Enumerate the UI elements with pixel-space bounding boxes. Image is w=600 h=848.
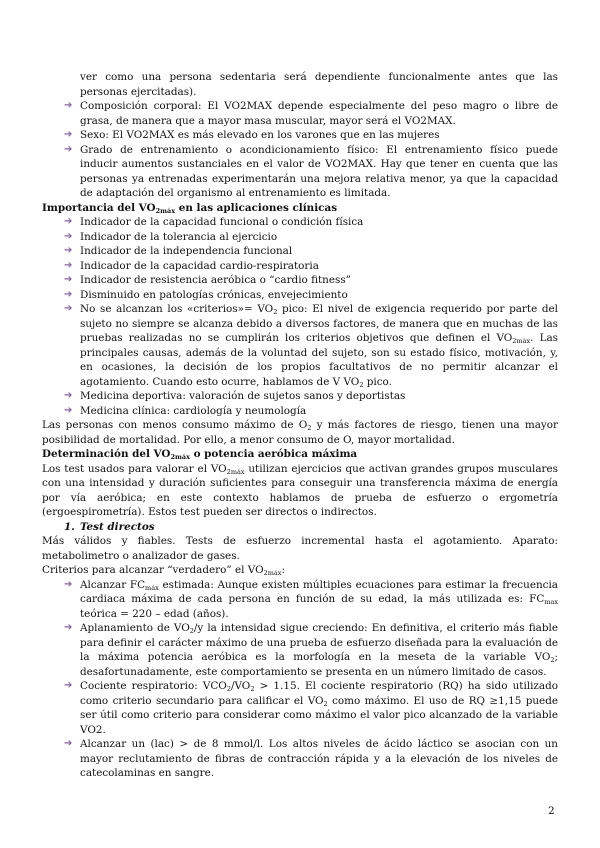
determination-heading: Determinación del $VO_{2máx}$ o potencia aeróbica máxima: [42, 448, 358, 461]
right-arrow-icon: ➔: [64, 216, 73, 227]
determination-paragraph: Los test usados para valorar el $VO_{2máx}$ utilizan ejercicios que activan grandes grupos musculares con una intensidad y duración suficientes para conseguir una transferencia máxima de energía por vía aeróbica; en este contexto hablamos de prueba de esfuerzo o ergometría (ergoespirometría). Estos test pueden ser directos o indirectos.: [42, 462, 558, 518]
importance-item: ➔ Indicador de la capacidad cardio-respiratoria: [64, 259, 319, 272]
criteria-item-plateau: ➔ Aplanamiento de $VO_2/y$ la intensidad sigue creciendo: En definitiva, el criterio más fiable para definir el carácter máximo de una prueba de esfuerzo diseñada para la evaluación de la máxima potencia aeróbica es la morfología en la meseta de la variable $VO_2$; desafortunadamente, este comportamiento se presenta en un número limitado de casos.: [64, 622, 558, 678]
mortality-paragraph: Las personas con menos consumo máximo de $O_2$ y más factores de riesgo, tienen una mayor posibilidad de mortalidad. Por ello, a menor consumo de O, mayor mortalidad.: [42, 419, 558, 446]
right-arrow-icon: ➔: [64, 680, 73, 691]
direct-tests-subheading: 1. Test directos: [64, 520, 155, 533]
criteria-item-respiratory-quotient: ➔ Cociente respiratorio: $VCO_2/VO_2 > 1.15$. El cociente respiratorio (RQ) ha sido utilizado como criterio secundario para calificar el $VO_2$ como máximo. El uso de RQ ≥1,15 puede ser útil como criterio para considerar como máximo el valor pico alcanzado de la variable VO2.: [64, 680, 558, 736]
importance-item: ➔ Medicina clínica: cardiología y neumología: [64, 404, 307, 417]
right-arrow-icon: ➔: [64, 230, 73, 242]
right-arrow-icon: ➔: [64, 143, 73, 155]
page-number: 2: [548, 805, 555, 817]
importance-item: ➔ Indicador de la independencia funcional: [64, 245, 293, 257]
factor-item-training: ➔ Grado de entrenamiento o acondicionamiento físico: El entrenamiento físico puede inducir aumentos sustanciales en el valor de VO2MAX. Hay que tener en cuenta que las personas ya entrenadas experimentarán una mejora relativa menor, ya que la capacidad de adaptación del organismo al entrenamiento es limitada.: [64, 143, 558, 199]
right-arrow-icon: ➔: [64, 100, 73, 111]
importance-item: ➔ Indicador de la capacidad funcional o condición física: [64, 216, 364, 228]
right-arrow-icon: ➔: [64, 578, 73, 590]
criteria-item-lactate: ➔ Alcanzar un (lac) > de 8 mmol/l. Los altos niveles de ácido láctico se asocian con un mayor reclutamiento de fibras de contracción rápida y a la elevación de los niveles de catecolaminas en sangre.: [64, 738, 558, 779]
intro-continuation: ver como una persona sedentaria será dependiente funcionalmente antes que las personas ejercitadas).: [80, 71, 558, 98]
importance-item: ➔ Medicina deportiva: valoración de sujetos sanos y deportistas: [64, 390, 406, 402]
criteria-intro: Criterios para alcanzar “verdadero” el $VO_{2máx}$:: [42, 564, 285, 577]
factor-item-sex: ➔ Sexo: El VO2MAX es más elevado en los varones que en las mujeres: [64, 129, 440, 141]
right-arrow-icon: ➔: [64, 288, 73, 300]
right-arrow-icon: ➔: [64, 245, 73, 256]
right-arrow-icon: ➔: [64, 259, 73, 271]
criteria-item-fcmax: ➔ Alcanzar $FC_{máx}$ estimada: Aunque existen múltiples ecuaciones para estimar la frecuencia cardiaca máxima de cada persona en función de su edad, la más utilizada es: $FC_{max}$ teórica = 220 – edad (años).: [64, 578, 558, 620]
importance-item: ➔ Indicador de resistencia aeróbica o “cardio fitness”: [64, 274, 351, 286]
direct-tests-description: Más válidos y fiables. Tests de esfuerzo incremental hasta el agotamiento. Aparato: metabolimetro o analizador de gases.: [42, 535, 558, 562]
right-arrow-icon: ➔: [64, 404, 73, 416]
right-arrow-icon: ➔: [64, 738, 73, 749]
importance-item-criteria: ➔ No se alcanzan los «criterios»= $VO_2$ pico: El nivel de exigencia requerido por parte del sujeto no siempre se alcanza debido a diversos factores, de manera que en muchas de las pruebas realizadas no se cumplirán los criterios objetivos que definen el $VO_{2máx}$. Las principales causas, además de la voluntad del sujeto, son su estado físico, motivación, y, en ocasiones, la decisión de los propios facultativos de no permitir alcanzar el agotamiento. Cuando esto ocurre, hablamos de V $VO_2$ pico.: [64, 303, 558, 389]
importance-item: ➔ Disminuido en patologías crónicas, envejecimiento: [64, 288, 348, 301]
right-arrow-icon: ➔: [64, 129, 73, 140]
right-arrow-icon: ➔: [64, 274, 73, 285]
importance-item: ➔ Indicador de la tolerancia al ejercicio: [64, 230, 278, 243]
right-arrow-icon: ➔: [64, 390, 73, 401]
right-arrow-icon: ➔: [64, 303, 73, 314]
factor-item-body-composition: ➔ Composición corporal: El VO2MAX depende especialmente del peso magro o libre de grasa, de manera que a mayor masa muscular, mayor será el VO2MAX.: [64, 100, 558, 127]
right-arrow-icon: ➔: [64, 622, 73, 633]
page-body: [42, 70, 558, 781]
importance-heading: Importancia del $VO_{2máx}$ en las aplicaciones clínicas: [42, 201, 338, 215]
